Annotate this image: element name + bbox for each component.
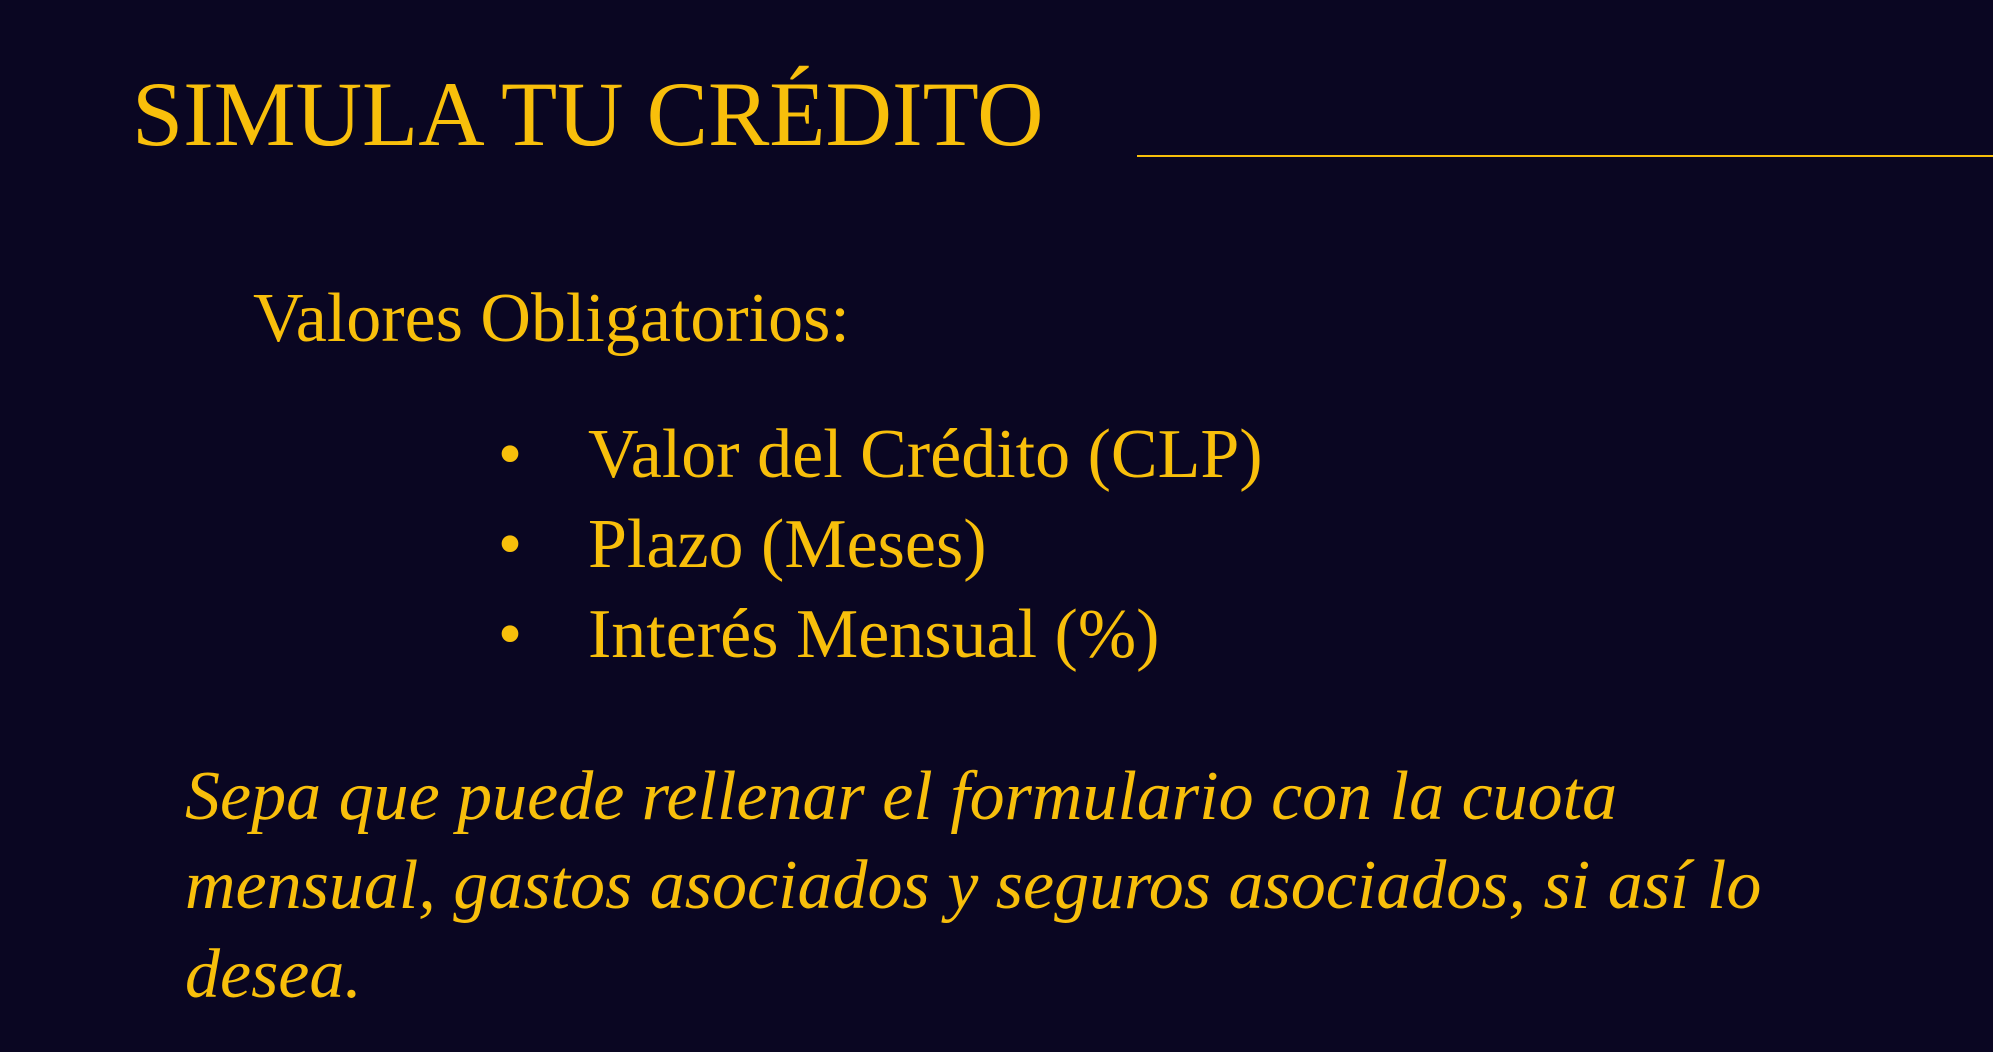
bullet-icon: • [497,596,523,673]
required-field-term-months: Plazo (Meses) [588,506,987,583]
required-field-credit-amount: Valor del Crédito (CLP) [588,416,1263,493]
required-values-heading: Valores Obligatorios: [253,280,850,357]
slide-title: SIMULA TU CRÉDITO [132,63,1044,165]
optional-fields-note: Sepa que puede rellenar el formulario con la cuota mensual, gastos asociados y seguros asociados, si así lo desea. [185,758,1762,1013]
bullet-icon: • [497,506,523,583]
required-field-monthly-interest: Interés Mensual (%) [588,596,1160,673]
title-divider [1137,155,1993,157]
bullet-icon: • [497,416,523,493]
